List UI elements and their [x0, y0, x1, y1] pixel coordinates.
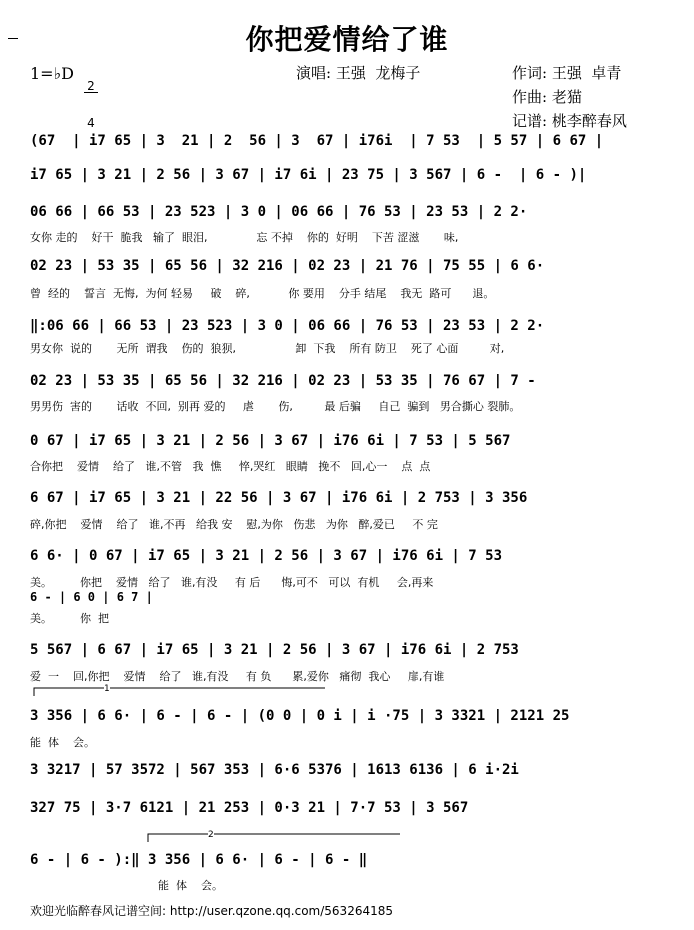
- score-line-9: 6 6· | 0 67 | i7 65 | 3 21 | 2 56 | 3 67 | i76 6i | 7 53: [30, 548, 503, 564]
- score-line-14: 327 75 | 3·7 6121 | 21 253 | 0·3 21 | 7·7 53 | 3 567: [30, 800, 469, 816]
- volta-1-bracket: [34, 688, 325, 696]
- lyric-line-10: 能 体 会。: [30, 736, 95, 749]
- time-numerator: 2: [84, 80, 98, 93]
- score-line-4: 02 23 | 53 35 | 65 56 | 32 216 | 02 23 | 21 76 | 75 55 | 6 6·: [30, 258, 545, 274]
- score-line-10: 6 - | 6 0 | 6 7 |: [30, 590, 153, 604]
- lyric-line-6: 碎,你把 爱情 给了 谁,不再 给我 安 慰,为你 伤悲 为你 醉,爱已 不 完: [30, 518, 438, 531]
- score-line-2: i7 65 | 3 21 | 2 56 | 3 67 | i7 6i | 23 75 | 3 567 | 6 - | 6 - )|: [30, 167, 587, 183]
- score-line-13: 3 3217 | 57 3572 | 567 353 | 6·6 5376 | 1613 6136 | 6 i·2i: [30, 762, 519, 778]
- score-line-7: 0 67 | i7 65 | 3 21 | 2 56 | 3 67 | i76 6i | 7 53 | 5 567: [30, 433, 511, 449]
- lyric-line-8: 美。 你 把: [30, 612, 109, 625]
- volta-1-label: 1: [104, 684, 110, 694]
- lyric-line-7: 美。 你把 爱情 给了 谁,有没 有 后 悔,可不 可以 有机 会,再来: [30, 576, 434, 589]
- time-denominator: 4: [87, 116, 95, 130]
- lyric-line-4: 男男伤 害的 话收 不回, 别再 爱的 虐 伤, 最 后骗 自己 骗到 男合撕心 裂肺。: [30, 400, 521, 413]
- song-title: 你把爱情给了谁: [245, 23, 449, 56]
- lyric-line-3: 男女你 说的 无所 谓我 伤的 狼狈, 卸 下我 所有 防卫 死了 心面 对,: [30, 342, 505, 355]
- composer: 作曲: 老猫: [512, 88, 582, 106]
- lyric-line-1: 女你 走的 好干 脆我 输了 眼泪, 忘 不掉 你的 好明 下苦 涩滋 味,: [30, 231, 459, 244]
- score-line-5: ‖:06 66 | 66 53 | 23 523 | 3 0 | 06 66 | 76 53 | 23 53 | 2 2·: [30, 318, 545, 334]
- lyric-line-2: 曾 经的 誓言 无悔, 为何 轻易 破 碎, 你 要用 分手 结尾 我无 路可 退。: [30, 287, 495, 300]
- footer-credit: 欢迎光临醉春风记谱空间: http://user.qzone.qq.com/563264185: [30, 904, 394, 918]
- singers: 演唱: 王强 龙梅子: [296, 64, 421, 82]
- lyric-line-5: 合你把 爱情 给了 谁,不管 我 憔 悴,哭红 眼睛 挽不 回,心一 点 点: [30, 460, 431, 473]
- score-line-15: 6 - | 6 - ):‖ 3 356 | 6 6· | 6 - | 6 - ‖: [30, 852, 368, 868]
- score-line-12: 3 356 | 6 6· | 6 - | 6 - | (0 0 | 0 i | i ·75 | 3 3321 | 2121 25: [30, 708, 570, 724]
- lyricist: 作词: 王强 卓青: [512, 64, 622, 82]
- lyric-line-11: 能 体 会。: [158, 879, 223, 892]
- lyric-line-9: 爱 一 回,你把 爱情 给了 谁,有没 有 负 累,爱你 痛彻 我心 扉,有谁: [30, 670, 445, 683]
- key-signature: 1=♭D: [30, 64, 74, 83]
- transcriber: 记谱: 桃李醉春风: [512, 112, 627, 130]
- score-line-6: 02 23 | 53 35 | 65 56 | 32 216 | 02 23 | 53 35 | 76 67 | 7 -: [30, 373, 536, 389]
- score-line-11: 5 567 | 6 67 | i7 65 | 3 21 | 2 56 | 3 67 | i76 6i | 2 753: [30, 642, 519, 658]
- score-line-3: 06 66 | 66 53 | 23 523 | 3 0 | 06 66 | 76 53 | 23 53 | 2 2·: [30, 204, 528, 220]
- score-line-1: (67 | i7 65 | 3 21 | 2 56 | 3 67 | i76i | 7 53 | 5 57 | 6 67 |: [30, 133, 604, 149]
- score-line-8: 6 67 | i7 65 | 3 21 | 22 56 | 3 67 | i76 6i | 2 753 | 3 356: [30, 490, 528, 506]
- volta-2-label: 2: [208, 830, 214, 840]
- volta-2-bracket: [148, 834, 400, 842]
